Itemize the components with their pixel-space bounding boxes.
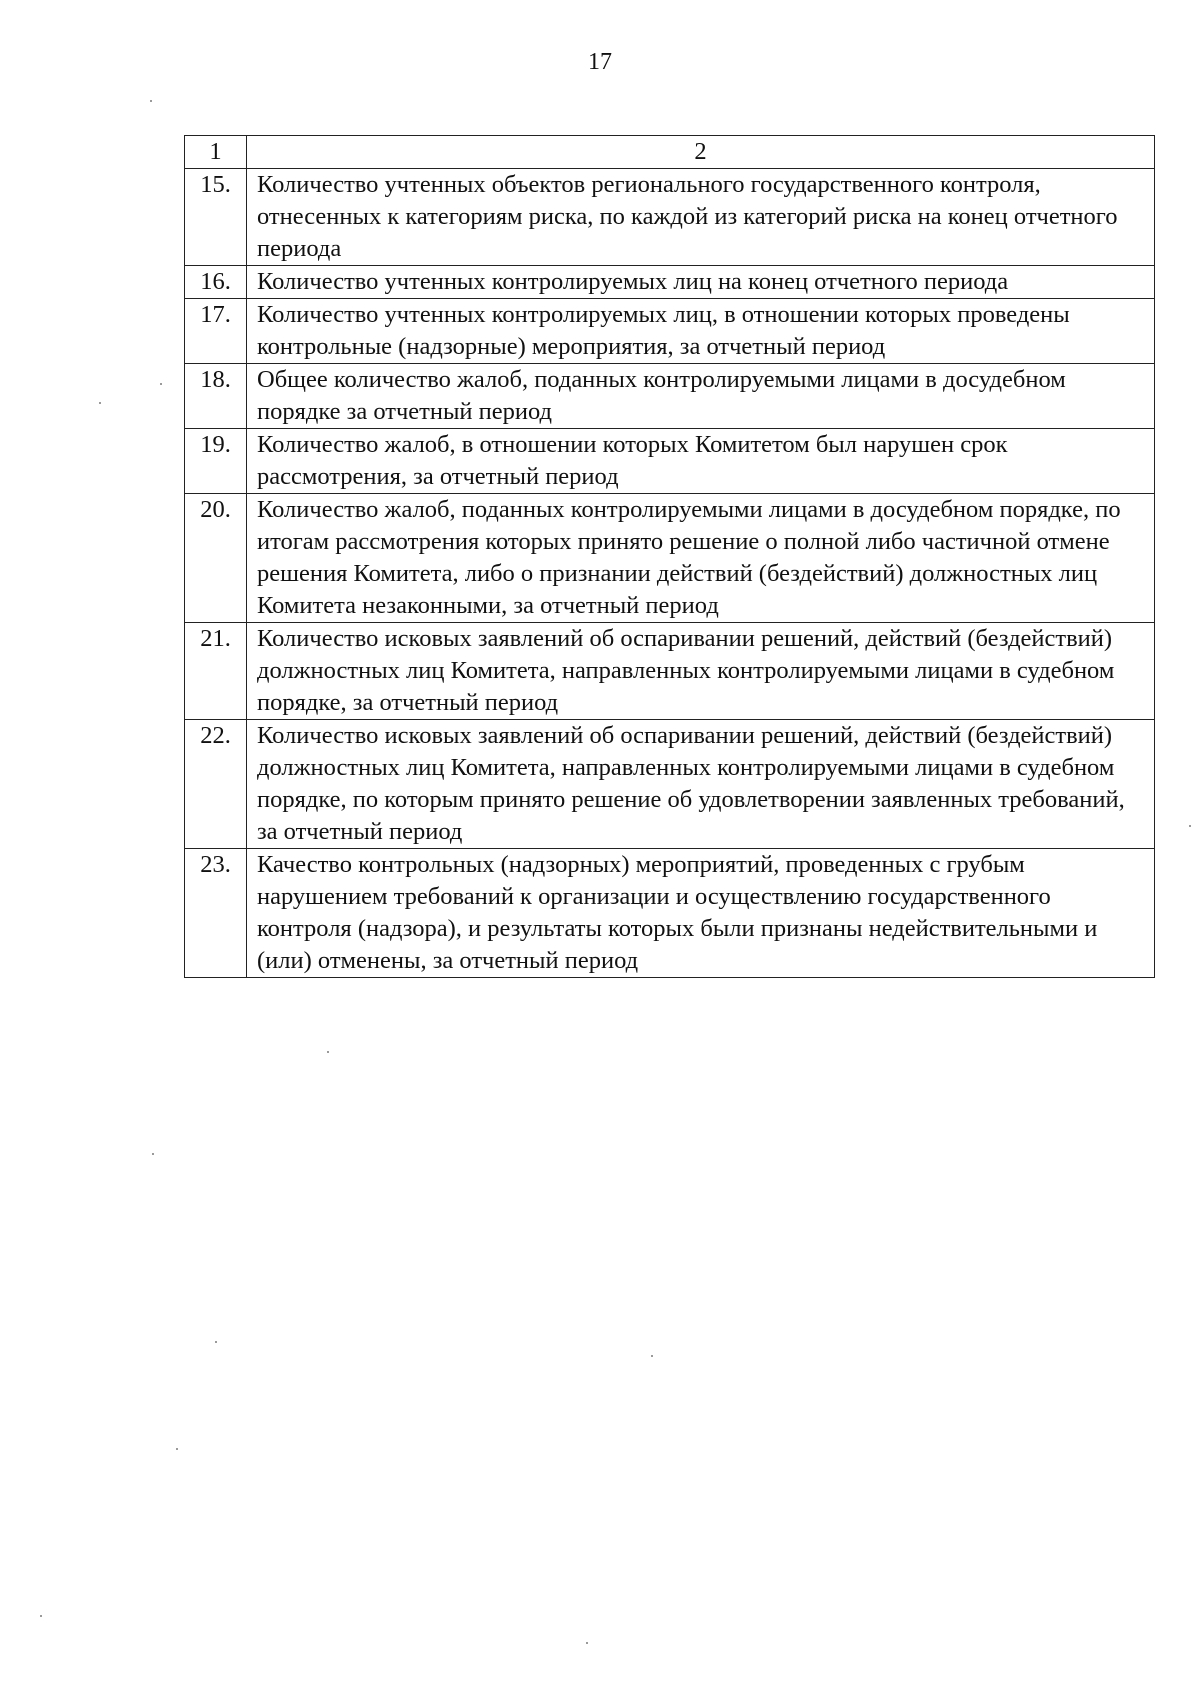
table-row bbox=[185, 429, 1155, 494]
row-text: Количество учтенных контролируемых лиц, в отношении которых проведены контрольные (надзорные) мероприятия, за отчетный период bbox=[247, 299, 1155, 364]
row-number: 19. bbox=[185, 429, 247, 494]
scan-speck bbox=[150, 100, 152, 102]
table-header-row bbox=[185, 136, 1155, 169]
row-text: Качество контрольных (надзорных) мероприятий, проведенных с грубым нарушением требований к организации и осуществлению государственного контроля (надзора), и результаты которых были признаны недействительными и (или) отменены, за отчетный период bbox=[247, 849, 1155, 978]
scan-speck bbox=[1189, 825, 1191, 827]
table-row bbox=[185, 364, 1155, 429]
scan-speck bbox=[651, 1355, 653, 1357]
row-text: Количество исковых заявлений об оспаривании решений, действий (бездействий) должностных лиц Комитета, направленных контролируемыми лицами в судебном порядке, за отчетный период bbox=[247, 623, 1155, 720]
scan-speck bbox=[327, 1051, 329, 1053]
scan-speck bbox=[586, 1642, 588, 1644]
table-row bbox=[185, 494, 1155, 623]
table-row bbox=[185, 720, 1155, 849]
scan-speck bbox=[160, 383, 162, 385]
table-row bbox=[185, 623, 1155, 720]
row-number: 18. bbox=[185, 364, 247, 429]
scan-speck bbox=[176, 1448, 178, 1450]
row-text: Общее количество жалоб, поданных контролируемыми лицами в досудебном порядке за отчетный период bbox=[247, 364, 1155, 429]
row-number: 22. bbox=[185, 720, 247, 849]
row-number: 23. bbox=[185, 849, 247, 978]
page-number: 17 bbox=[588, 49, 612, 75]
row-text: Количество учтенных объектов регионального государственного контроля, отнесенных к категориям риска, по каждой из категорий риска на конец отчетного периода bbox=[247, 169, 1155, 266]
row-number: 17. bbox=[185, 299, 247, 364]
row-text: Количество жалоб, поданных контролируемыми лицами в досудебном порядке, по итогам рассмотрения которых принято решение о полной либо частичной отмене решения Комитета, либо о признании действий (бездействий) должностных лиц Комитета незаконными, за отчетный период bbox=[247, 494, 1155, 623]
table-row bbox=[185, 299, 1155, 364]
row-number: 16. bbox=[185, 266, 247, 299]
column-header-2: 2 bbox=[247, 136, 1155, 169]
scan-speck bbox=[99, 402, 101, 404]
indicator-table bbox=[184, 135, 1155, 978]
row-text: Количество исковых заявлений об оспаривании решений, действий (бездействий) должностных лиц Комитета, направленных контролируемыми лицами в судебном порядке, по которым принято решение об удовлетворении заявленных требований, за отчетный период bbox=[247, 720, 1155, 849]
row-number: 20. bbox=[185, 494, 247, 623]
row-number: 15. bbox=[185, 169, 247, 266]
row-text: Количество жалоб, в отношении которых Комитетом был нарушен срок рассмотрения, за отчетный период bbox=[247, 429, 1155, 494]
table-row bbox=[185, 169, 1155, 266]
column-header-1: 1 bbox=[185, 136, 247, 169]
table-row bbox=[185, 266, 1155, 299]
scan-speck bbox=[215, 1341, 217, 1343]
table-row bbox=[185, 849, 1155, 978]
row-number: 21. bbox=[185, 623, 247, 720]
row-text: Количество учтенных контролируемых лиц на конец отчетного периода bbox=[247, 266, 1155, 299]
scan-speck bbox=[40, 1615, 42, 1617]
scan-speck bbox=[152, 1153, 154, 1155]
